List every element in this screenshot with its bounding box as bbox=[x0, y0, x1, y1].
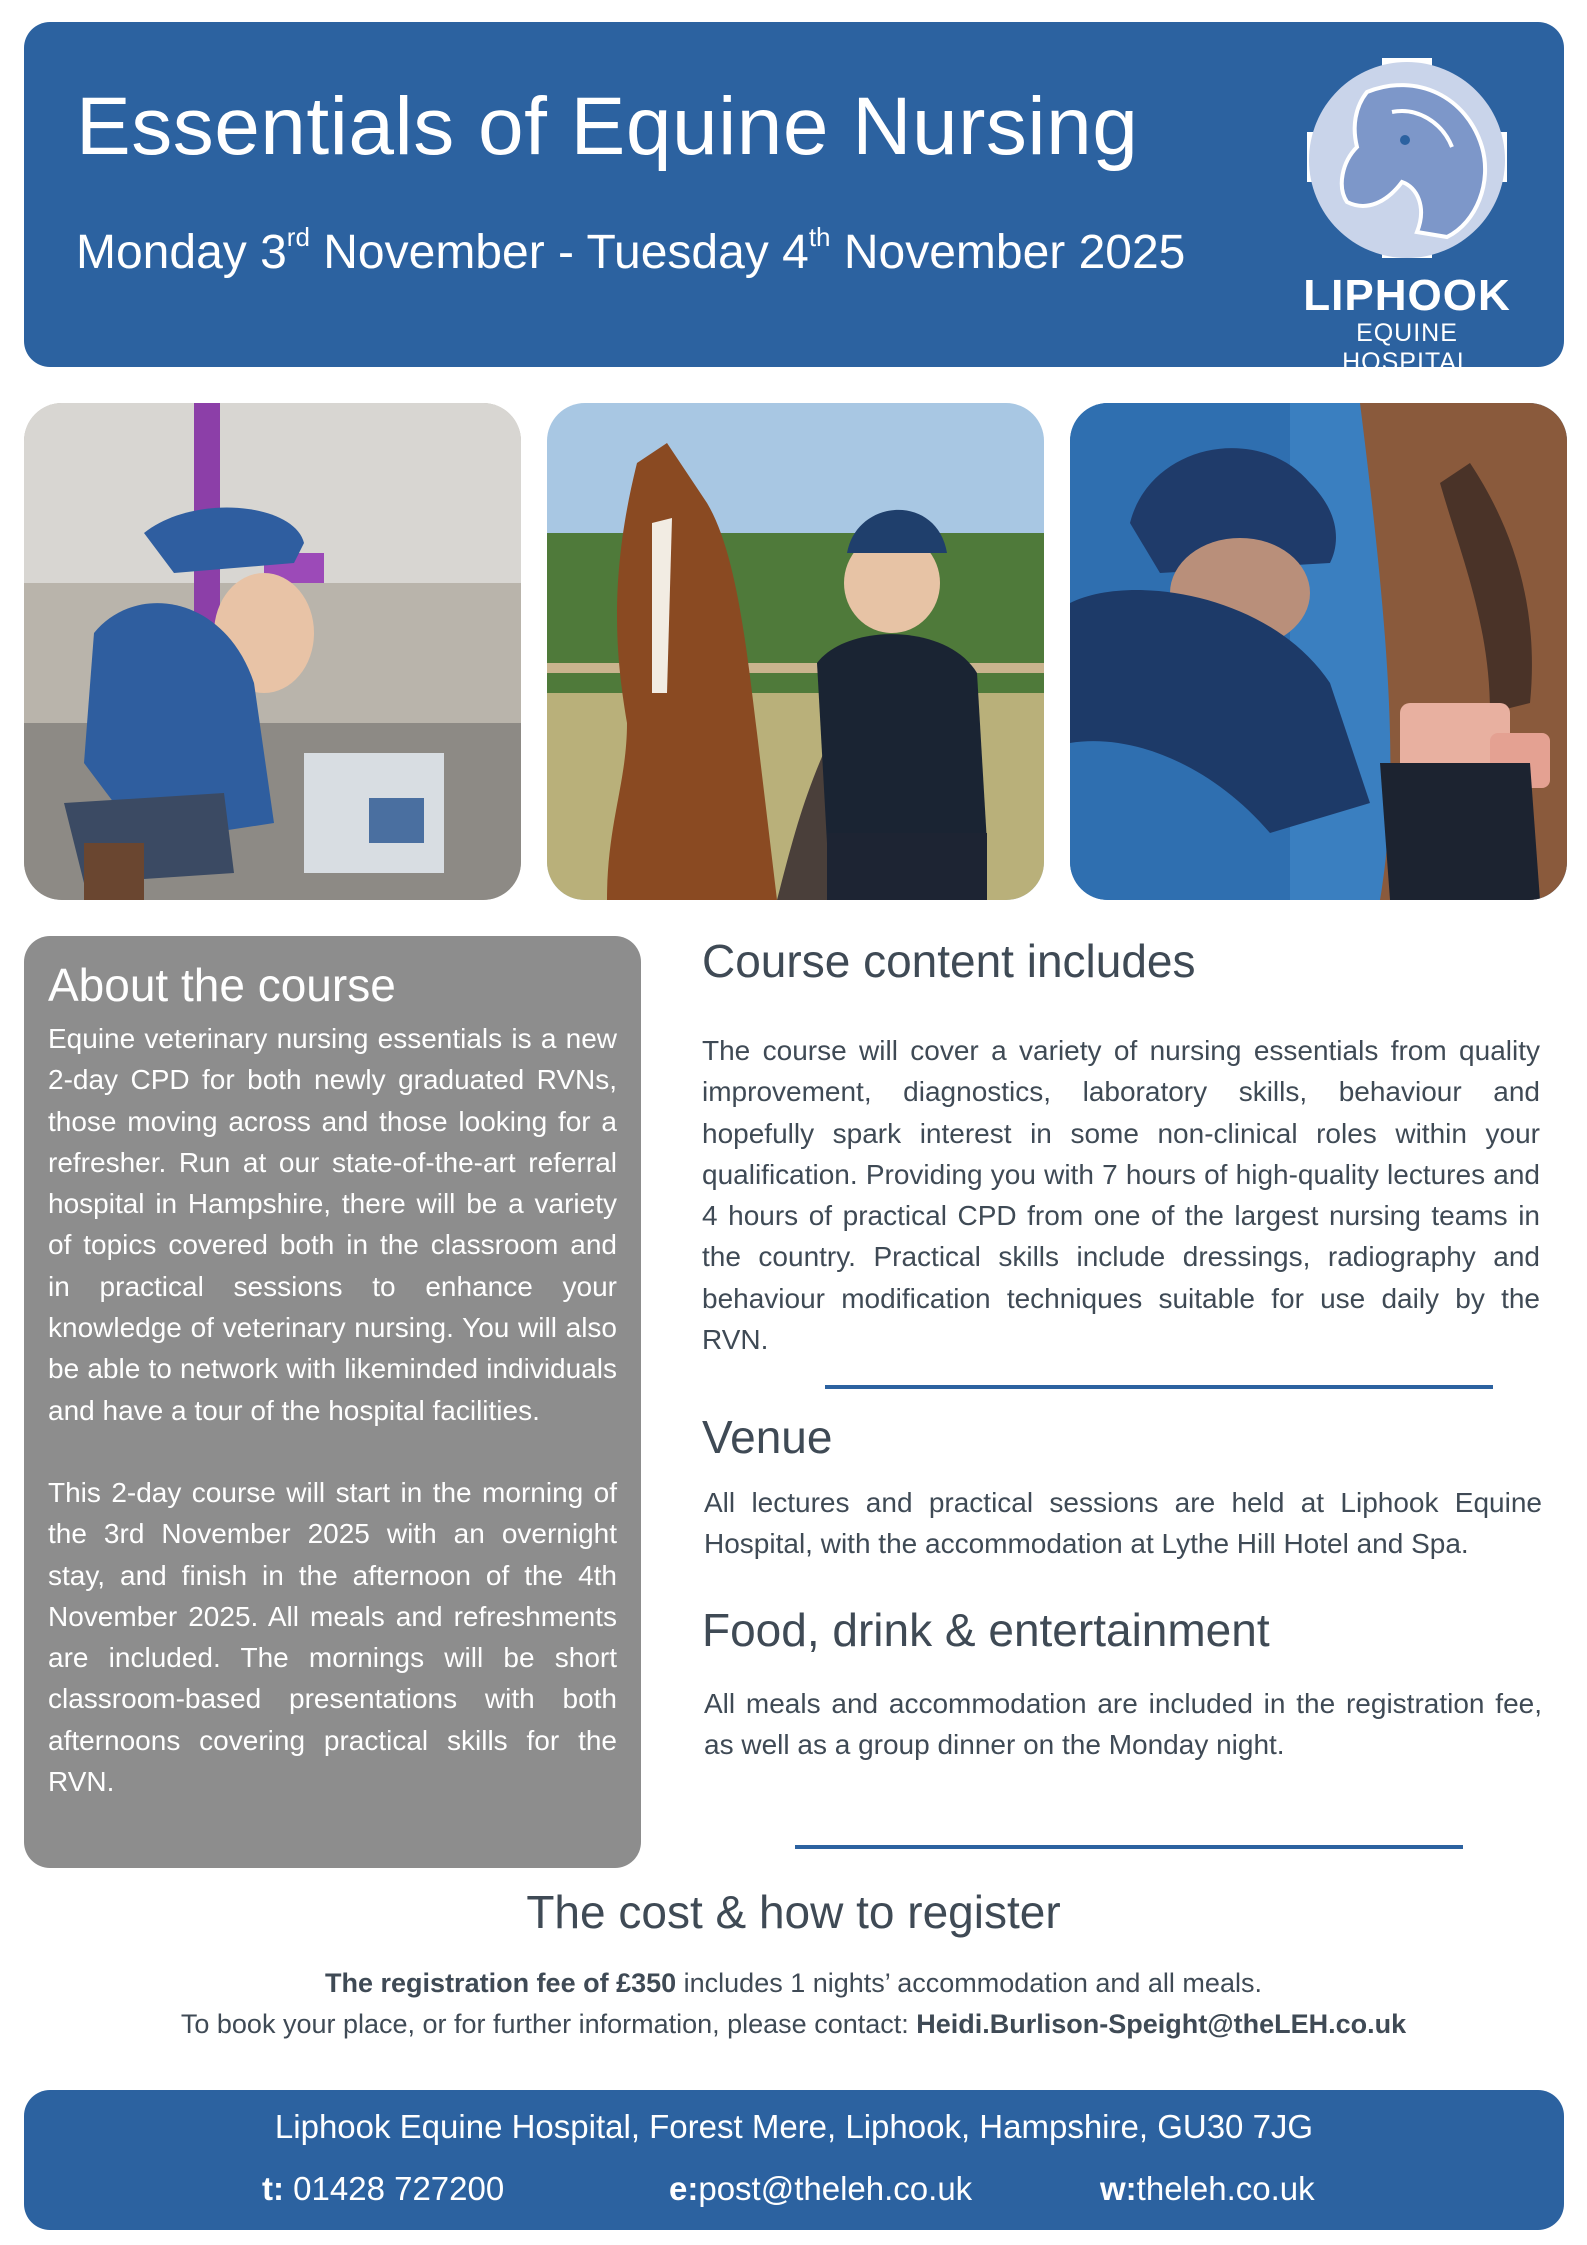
date-start-day: Monday 3 bbox=[76, 226, 287, 279]
date-end-sup: th bbox=[808, 222, 831, 252]
liphook-logo bbox=[1292, 52, 1522, 376]
about-panel bbox=[24, 936, 641, 1868]
footer-email[interactable] bbox=[669, 2170, 972, 2208]
course-dates bbox=[76, 222, 1185, 280]
page-title: Essentials of Equine Nursing bbox=[76, 81, 1139, 172]
photo-nurse-xray bbox=[24, 403, 521, 900]
contact-line bbox=[0, 2004, 1587, 2045]
food-heading: Food, drink & entertainment bbox=[702, 1604, 1270, 1656]
about-heading: About the course bbox=[48, 959, 396, 1011]
register-section bbox=[0, 1885, 1587, 2045]
course-content-text: The course will cover a variety of nursing essentials from quality improvement, diagnostics, laboratory skills, behaviour and hopefully spark interest in some non-clinical roles within your qualification. Providing you with 7 hours of high-quality lectures and 4 hours of practical CPD from one of the largest nursing teams in the country. Practical skills include dressings, radiography and behaviour modification techniques suitable for use daily by the RVN. bbox=[702, 1035, 1540, 1356]
phone-label: t: bbox=[262, 2170, 284, 2207]
footer-banner bbox=[24, 2090, 1564, 2230]
register-heading: The cost & how to register bbox=[526, 1886, 1061, 1938]
food-body bbox=[704, 1683, 1542, 1766]
photo-nurse-horse bbox=[547, 403, 1044, 900]
about-paragraph-2: This 2-day course will start in the morning of the 3rd November 2025 with an overnight stay, and finish in the afternoon of the 4th November 2025. All meals and refreshments are included. The mornings will be short classroom-based presentations with both afternoons covering practical skills for the RVN. bbox=[48, 1476, 617, 1798]
footer-phone[interactable] bbox=[262, 2170, 504, 2208]
date-start-sup: rd bbox=[286, 222, 310, 252]
fee-line bbox=[0, 1963, 1587, 2004]
email-label: e: bbox=[669, 2170, 699, 2207]
web-label: w: bbox=[1100, 2170, 1137, 2207]
venue-heading: Venue bbox=[702, 1411, 833, 1463]
about-paragraph-1: Equine veterinary nursing essentials is a new 2-day CPD for both newly graduated RVNs, those moving across and those looking for a refresher. Run at our state-of-the-art referral hospital in Hampshire, there will be a variety of topics covered both in the classroom and in practical sessions to enhance your knowledge of veterinary nursing. You will also be able to network with likeminded individuals and have a tour of the hospital facilities. bbox=[48, 1023, 617, 1426]
fee-bold: The registration fee of £350 bbox=[325, 1968, 677, 1998]
date-end: November 2025 bbox=[830, 226, 1186, 279]
footer-website[interactable] bbox=[1100, 2170, 1315, 2208]
food-text: All meals and accommodation are included in the registration fee, as well as a group dinner on the Monday night. bbox=[704, 1688, 1542, 1761]
venue-body bbox=[704, 1482, 1542, 1565]
header-banner bbox=[24, 22, 1564, 376]
website-url: theleh.co.uk bbox=[1136, 2170, 1315, 2207]
food-section bbox=[702, 1603, 1540, 1657]
venue-text: All lectures and practical sessions are held at Liphook Equine Hospital, with the accommodation at Lythe Hill Hotel and Spa. bbox=[704, 1487, 1542, 1560]
course-content-body bbox=[702, 1030, 1540, 1360]
photo-nurse-bandage bbox=[1070, 403, 1567, 900]
divider-rule bbox=[795, 1845, 1463, 1849]
contact-email-link[interactable]: Heidi.Burlison-Speight@theLEH.co.uk bbox=[916, 2009, 1407, 2039]
logo-subtitle: EQUINE HOSPITAL bbox=[1342, 319, 1472, 376]
phone-number: 01428 727200 bbox=[283, 2170, 505, 2207]
course-content-section bbox=[702, 934, 1540, 988]
contact-text: To book your place, or for further information, please contact: bbox=[180, 2009, 917, 2039]
fee-rest: includes 1 nights’ accommodation and all meals. bbox=[676, 1968, 1262, 1998]
venue-section bbox=[702, 1410, 1540, 1464]
horse-cross-logo-icon bbox=[1297, 52, 1517, 267]
divider-rule bbox=[825, 1385, 1493, 1389]
email-address: post@theleh.co.uk bbox=[698, 2170, 973, 2207]
footer-address: Liphook Equine Hospital, Forest Mere, Liphook, Hampshire, GU30 7JG bbox=[274, 2108, 1314, 2145]
date-middle: November - Tuesday 4 bbox=[309, 226, 809, 279]
course-content-heading: Course content includes bbox=[702, 935, 1196, 987]
logo-name: LIPHOOK bbox=[1303, 271, 1511, 320]
